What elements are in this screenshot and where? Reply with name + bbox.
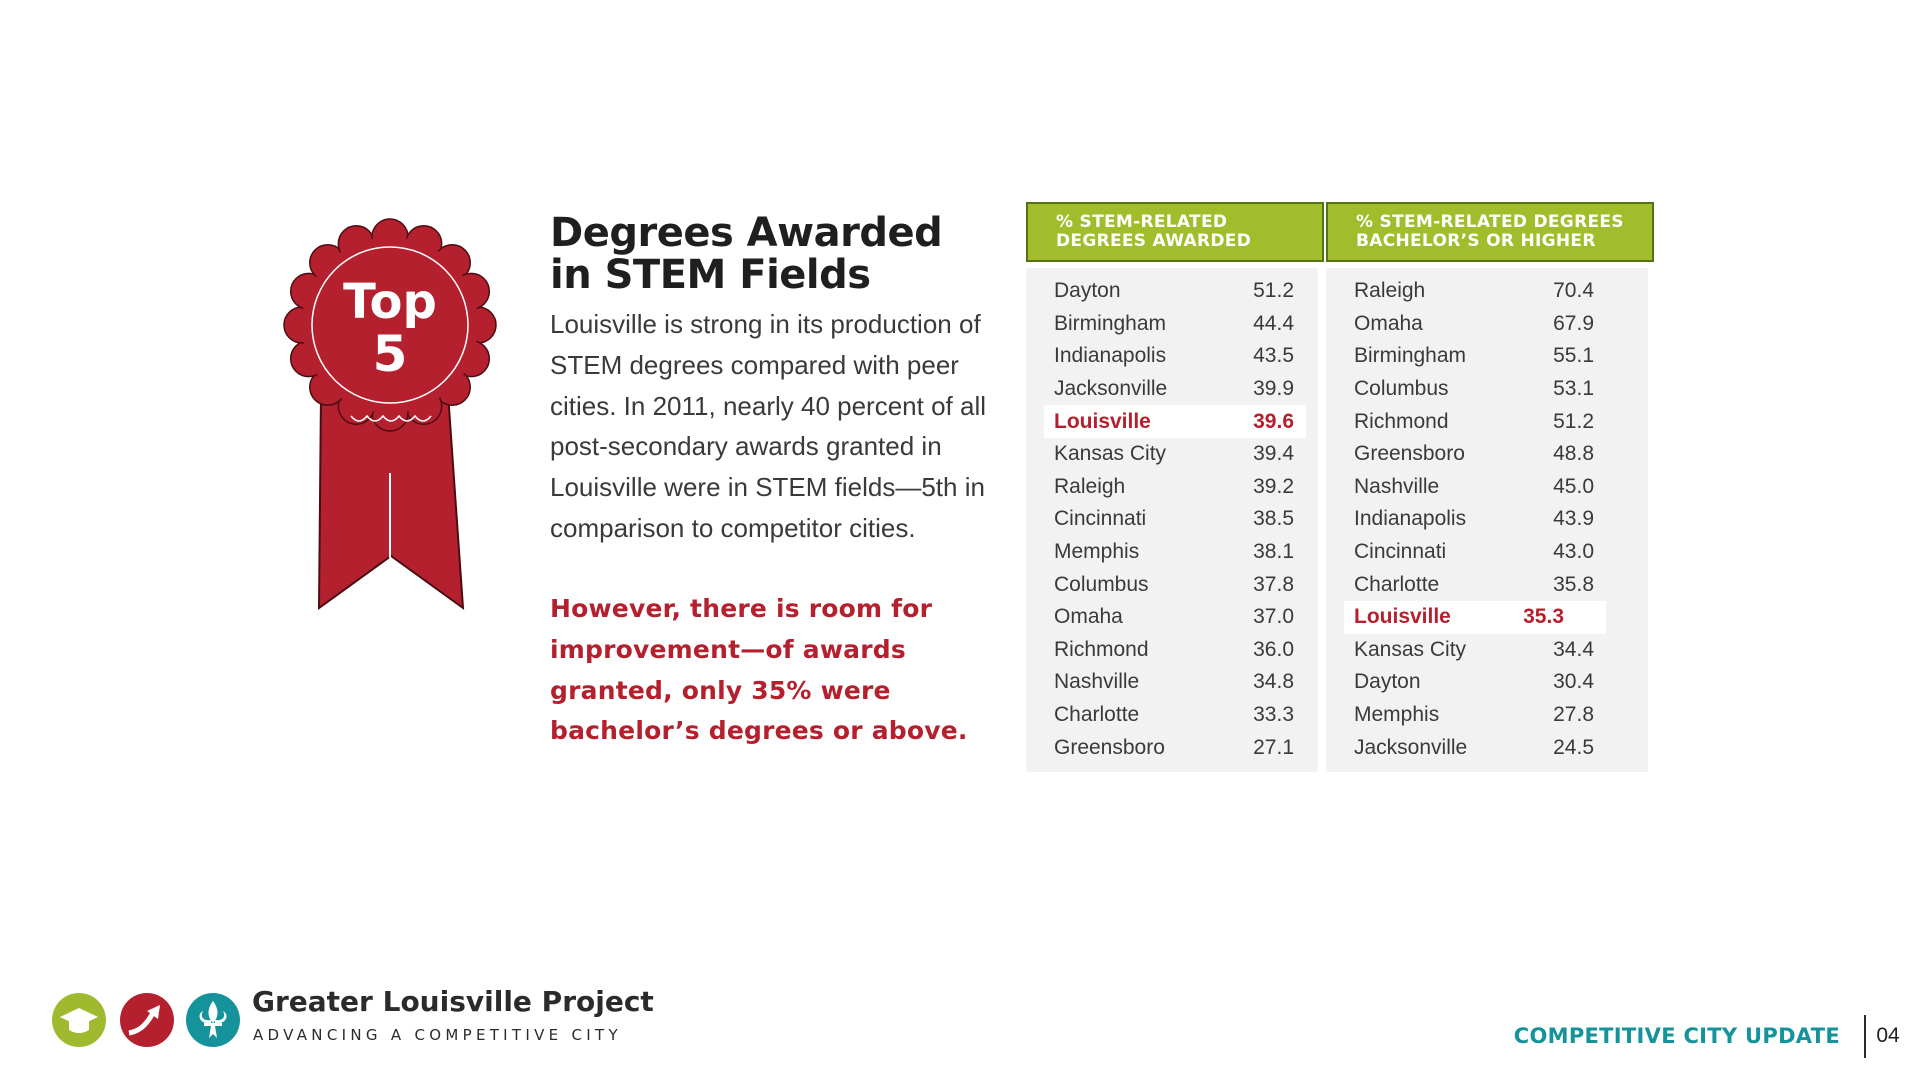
- city-value: 35.3: [1523, 605, 1564, 629]
- city-name: Greensboro: [1354, 442, 1465, 466]
- table-row: [1026, 731, 1318, 764]
- table-header: [1026, 202, 1324, 262]
- city-value: 67.9: [1553, 311, 1594, 335]
- table-header-line1: % STEM-RELATED DEGREES: [1356, 212, 1624, 232]
- table-row: [1326, 373, 1648, 406]
- stem-bachelors-or-higher-table: [1326, 202, 1654, 772]
- highlight-paragraph: However, there is room for improvement—of awards granted, only 35% were bachelor’s degrees or above.: [550, 594, 968, 746]
- table-row: [1026, 601, 1318, 634]
- title-line1: Degrees Awarded: [550, 210, 943, 256]
- rising-arrow-icon: [120, 993, 174, 1047]
- city-value: 38.5: [1253, 507, 1294, 531]
- city-name: Omaha: [1354, 311, 1423, 335]
- city-name: Raleigh: [1054, 474, 1126, 498]
- city-value: 27.1: [1253, 735, 1294, 759]
- table-row: [1026, 536, 1318, 569]
- table-row: [1326, 471, 1648, 504]
- badge-line1: Top: [343, 274, 437, 330]
- table-row: [1326, 731, 1648, 764]
- city-value: 70.4: [1553, 279, 1594, 303]
- table-row: [1026, 503, 1318, 536]
- city-value: 43.9: [1553, 507, 1594, 531]
- city-name: Memphis: [1354, 703, 1440, 727]
- city-name: Birmingham: [1054, 311, 1167, 335]
- table-header: [1326, 202, 1654, 262]
- city-name: Jacksonville: [1054, 377, 1168, 401]
- table-header-line2: DEGREES AWARDED: [1056, 231, 1252, 251]
- fleur-de-lis-icon: [186, 993, 240, 1047]
- city-value: 24.5: [1553, 735, 1594, 759]
- city-value: 39.2: [1253, 474, 1294, 498]
- table-header-line2: BACHELOR’S OR HIGHER: [1356, 231, 1596, 251]
- city-value: 35.8: [1553, 572, 1594, 596]
- footer-label: COMPETITIVE CITY UPDATE: [1513, 1024, 1840, 1048]
- city-name: Richmond: [1354, 409, 1449, 433]
- badge-line2: 5: [372, 325, 408, 383]
- page-title: [550, 212, 1010, 296]
- city-name: Louisville: [1054, 409, 1151, 433]
- city-name: Memphis: [1054, 540, 1140, 564]
- table-row: [1326, 438, 1648, 471]
- city-name: Greensboro: [1054, 735, 1165, 759]
- city-name: Nashville: [1354, 474, 1440, 498]
- city-value: 43.5: [1253, 344, 1294, 368]
- table-row: [1326, 634, 1648, 667]
- city-value: 39.9: [1253, 377, 1294, 401]
- city-name: Dayton: [1354, 670, 1421, 694]
- stem-degrees-awarded-table: [1026, 202, 1324, 772]
- table-row: [1326, 275, 1648, 308]
- org-tagline: ADVANCING A COMPETITIVE CITY: [253, 1026, 622, 1044]
- table-row: [1026, 373, 1318, 406]
- table-row: [1026, 666, 1318, 699]
- city-value: 37.0: [1253, 605, 1294, 629]
- city-name: Dayton: [1054, 279, 1121, 303]
- city-name: Charlotte: [1054, 703, 1140, 727]
- city-name: Charlotte: [1354, 572, 1440, 596]
- city-value: 44.4: [1253, 311, 1294, 335]
- table-body: [1026, 268, 1318, 772]
- city-name: Kansas City: [1054, 442, 1167, 466]
- city-name: Nashville: [1054, 670, 1140, 694]
- table-row: [1026, 275, 1318, 308]
- page-number: 04: [1876, 1024, 1900, 1047]
- table-body: [1326, 268, 1648, 772]
- table-row: [1326, 340, 1648, 373]
- org-name: Greater Louisville Project: [252, 985, 654, 1018]
- city-value: 39.6: [1253, 409, 1294, 433]
- city-value: 51.2: [1553, 409, 1594, 433]
- city-name: Cincinnati: [1354, 540, 1447, 564]
- table-row: [1026, 471, 1318, 504]
- table-row: [1026, 340, 1318, 373]
- city-value: 55.1: [1553, 344, 1594, 368]
- city-name: Jacksonville: [1354, 735, 1468, 759]
- city-name: Columbus: [1054, 572, 1149, 596]
- body-paragraph: Louisville is strong in its production of STEM degrees compared with peer cities. In 2011, nearly 40 percent of all post-secondary awards granted in Louisville were in STEM fields—5th in comparison to competitor cities.: [550, 309, 986, 543]
- city-value: 36.0: [1253, 637, 1294, 661]
- city-value: 34.4: [1553, 637, 1594, 661]
- table-row: [1326, 666, 1648, 699]
- city-name: Indianapolis: [1054, 344, 1167, 368]
- city-value: 39.4: [1253, 442, 1294, 466]
- table-row-highlighted: [1044, 405, 1306, 438]
- city-value: 51.2: [1253, 279, 1294, 303]
- table-row: [1326, 503, 1648, 536]
- city-name: Richmond: [1054, 637, 1149, 661]
- table-row: [1026, 308, 1318, 341]
- table-row: [1026, 699, 1318, 732]
- city-name: Indianapolis: [1354, 507, 1467, 531]
- table-row: [1326, 568, 1648, 601]
- city-value: 38.1: [1253, 540, 1294, 564]
- city-name: Kansas City: [1354, 637, 1467, 661]
- table-header-line1: % STEM-RELATED: [1056, 212, 1228, 232]
- footer-divider: [1864, 1015, 1866, 1058]
- table-row: [1026, 634, 1318, 667]
- table-row: [1026, 438, 1318, 471]
- city-value: 34.8: [1253, 670, 1294, 694]
- city-value: 37.8: [1253, 572, 1294, 596]
- city-name: Louisville: [1354, 605, 1451, 629]
- city-value: 45.0: [1553, 474, 1594, 498]
- table-row: [1326, 308, 1648, 341]
- city-name: Birmingham: [1354, 344, 1467, 368]
- city-value: 48.8: [1553, 442, 1594, 466]
- top-5-ribbon-badge: [283, 218, 498, 613]
- city-name: Omaha: [1054, 605, 1123, 629]
- table-row: [1326, 536, 1648, 569]
- city-name: Raleigh: [1354, 279, 1426, 303]
- city-value: 33.3: [1253, 703, 1294, 727]
- city-value: 30.4: [1553, 670, 1594, 694]
- city-name: Cincinnati: [1054, 507, 1147, 531]
- table-row-highlighted: [1344, 601, 1606, 634]
- table-row: [1326, 405, 1648, 438]
- city-value: 43.0: [1553, 540, 1594, 564]
- table-row: [1026, 568, 1318, 601]
- city-name: Columbus: [1354, 377, 1449, 401]
- table-row: [1326, 699, 1648, 732]
- title-line2: in STEM Fields: [550, 252, 871, 298]
- city-value: 27.8: [1553, 703, 1594, 727]
- graduation-cap-icon: [52, 993, 106, 1047]
- city-value: 53.1: [1553, 377, 1594, 401]
